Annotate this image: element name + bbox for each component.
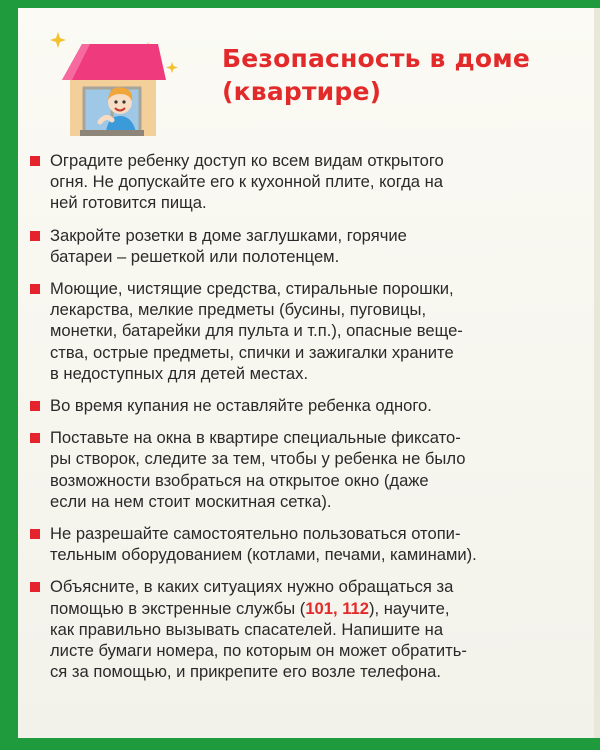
item-line: тельным оборудованием (котлами, печами, каминами). bbox=[50, 545, 477, 565]
bullet-icon bbox=[30, 231, 40, 241]
item-line: Моющие, чистящие средства, стиральные порошки, bbox=[50, 279, 454, 299]
item-line: Оградите ребенку доступ ко всем видам открытого bbox=[50, 151, 444, 170]
list-item bbox=[28, 523, 576, 565]
item-line: ся за помощью, и прикрепите его возле телефона. bbox=[50, 662, 441, 682]
item-line: батареи – решеткой или полотенцем. bbox=[50, 246, 340, 266]
page-title bbox=[222, 42, 562, 108]
number-separator: , bbox=[333, 598, 343, 618]
bullet-icon bbox=[30, 401, 40, 411]
emergency-number: 101 bbox=[305, 598, 333, 618]
list-item bbox=[28, 278, 576, 384]
item-line: если на нем стоит москитная сетка). bbox=[50, 491, 332, 511]
item-line: ства, острые предметы, спички и зажигалки храните bbox=[50, 342, 454, 362]
bullet-icon bbox=[30, 529, 40, 539]
green-frame-left bbox=[0, 0, 18, 750]
item-text: помощью в экстренные службы ( bbox=[50, 598, 306, 618]
item-line: Закройте розетки в доме заглушками, горячие bbox=[50, 225, 407, 245]
green-frame-bottom bbox=[0, 738, 600, 750]
list-item bbox=[28, 225, 576, 267]
title-line-2: (квартире) bbox=[222, 77, 382, 106]
item-line: в недоступных для детей местах. bbox=[50, 363, 309, 383]
list-item bbox=[28, 150, 576, 214]
item-line: как правильно вызывать спасателей. Напишите на bbox=[50, 619, 444, 639]
item-line: ры створок, следите за тем, чтобы у ребенка не было bbox=[50, 449, 466, 469]
house-window-child-icon bbox=[40, 22, 190, 142]
list-item bbox=[28, 395, 576, 416]
title-line-1: Безопасность в доме bbox=[222, 44, 531, 73]
page-edge bbox=[594, 8, 600, 738]
item-line: Объясните, в каких ситуациях нужно обращаться за bbox=[50, 577, 454, 597]
green-frame-top bbox=[18, 0, 600, 8]
bullet-icon bbox=[30, 433, 40, 443]
item-line: возможности взобраться на открытое окно (даже bbox=[50, 470, 429, 490]
safety-tips-list bbox=[28, 150, 576, 693]
item-line: Во время купания не оставляйте ребенка одного. bbox=[50, 396, 432, 416]
item-line: Не разрешайте самостоятельно пользоваться отопи- bbox=[50, 524, 461, 544]
emergency-number: 112 bbox=[342, 598, 370, 618]
bullet-icon bbox=[30, 284, 40, 294]
item-line-with-numbers bbox=[50, 598, 576, 619]
bullet-icon bbox=[30, 156, 40, 166]
list-item bbox=[28, 576, 576, 682]
item-line: монетки, батарейки для пульта и т.п.), опасные веще- bbox=[50, 321, 463, 341]
list-item bbox=[28, 427, 576, 512]
bullet-icon bbox=[30, 582, 40, 592]
item-line: ней готовится пища. bbox=[50, 193, 207, 213]
item-line: Поставьте на окна в квартире специальные фиксато- bbox=[50, 428, 461, 448]
item-line: листе бумаги номера, по которым он может обратить- bbox=[50, 641, 467, 661]
item-line: огня. Не допускайте его к кухонной плите, когда на bbox=[50, 172, 443, 192]
item-line: лекарства, мелкие предметы (бусины, пуговицы, bbox=[50, 300, 427, 320]
item-text: ), научите, bbox=[369, 598, 450, 618]
